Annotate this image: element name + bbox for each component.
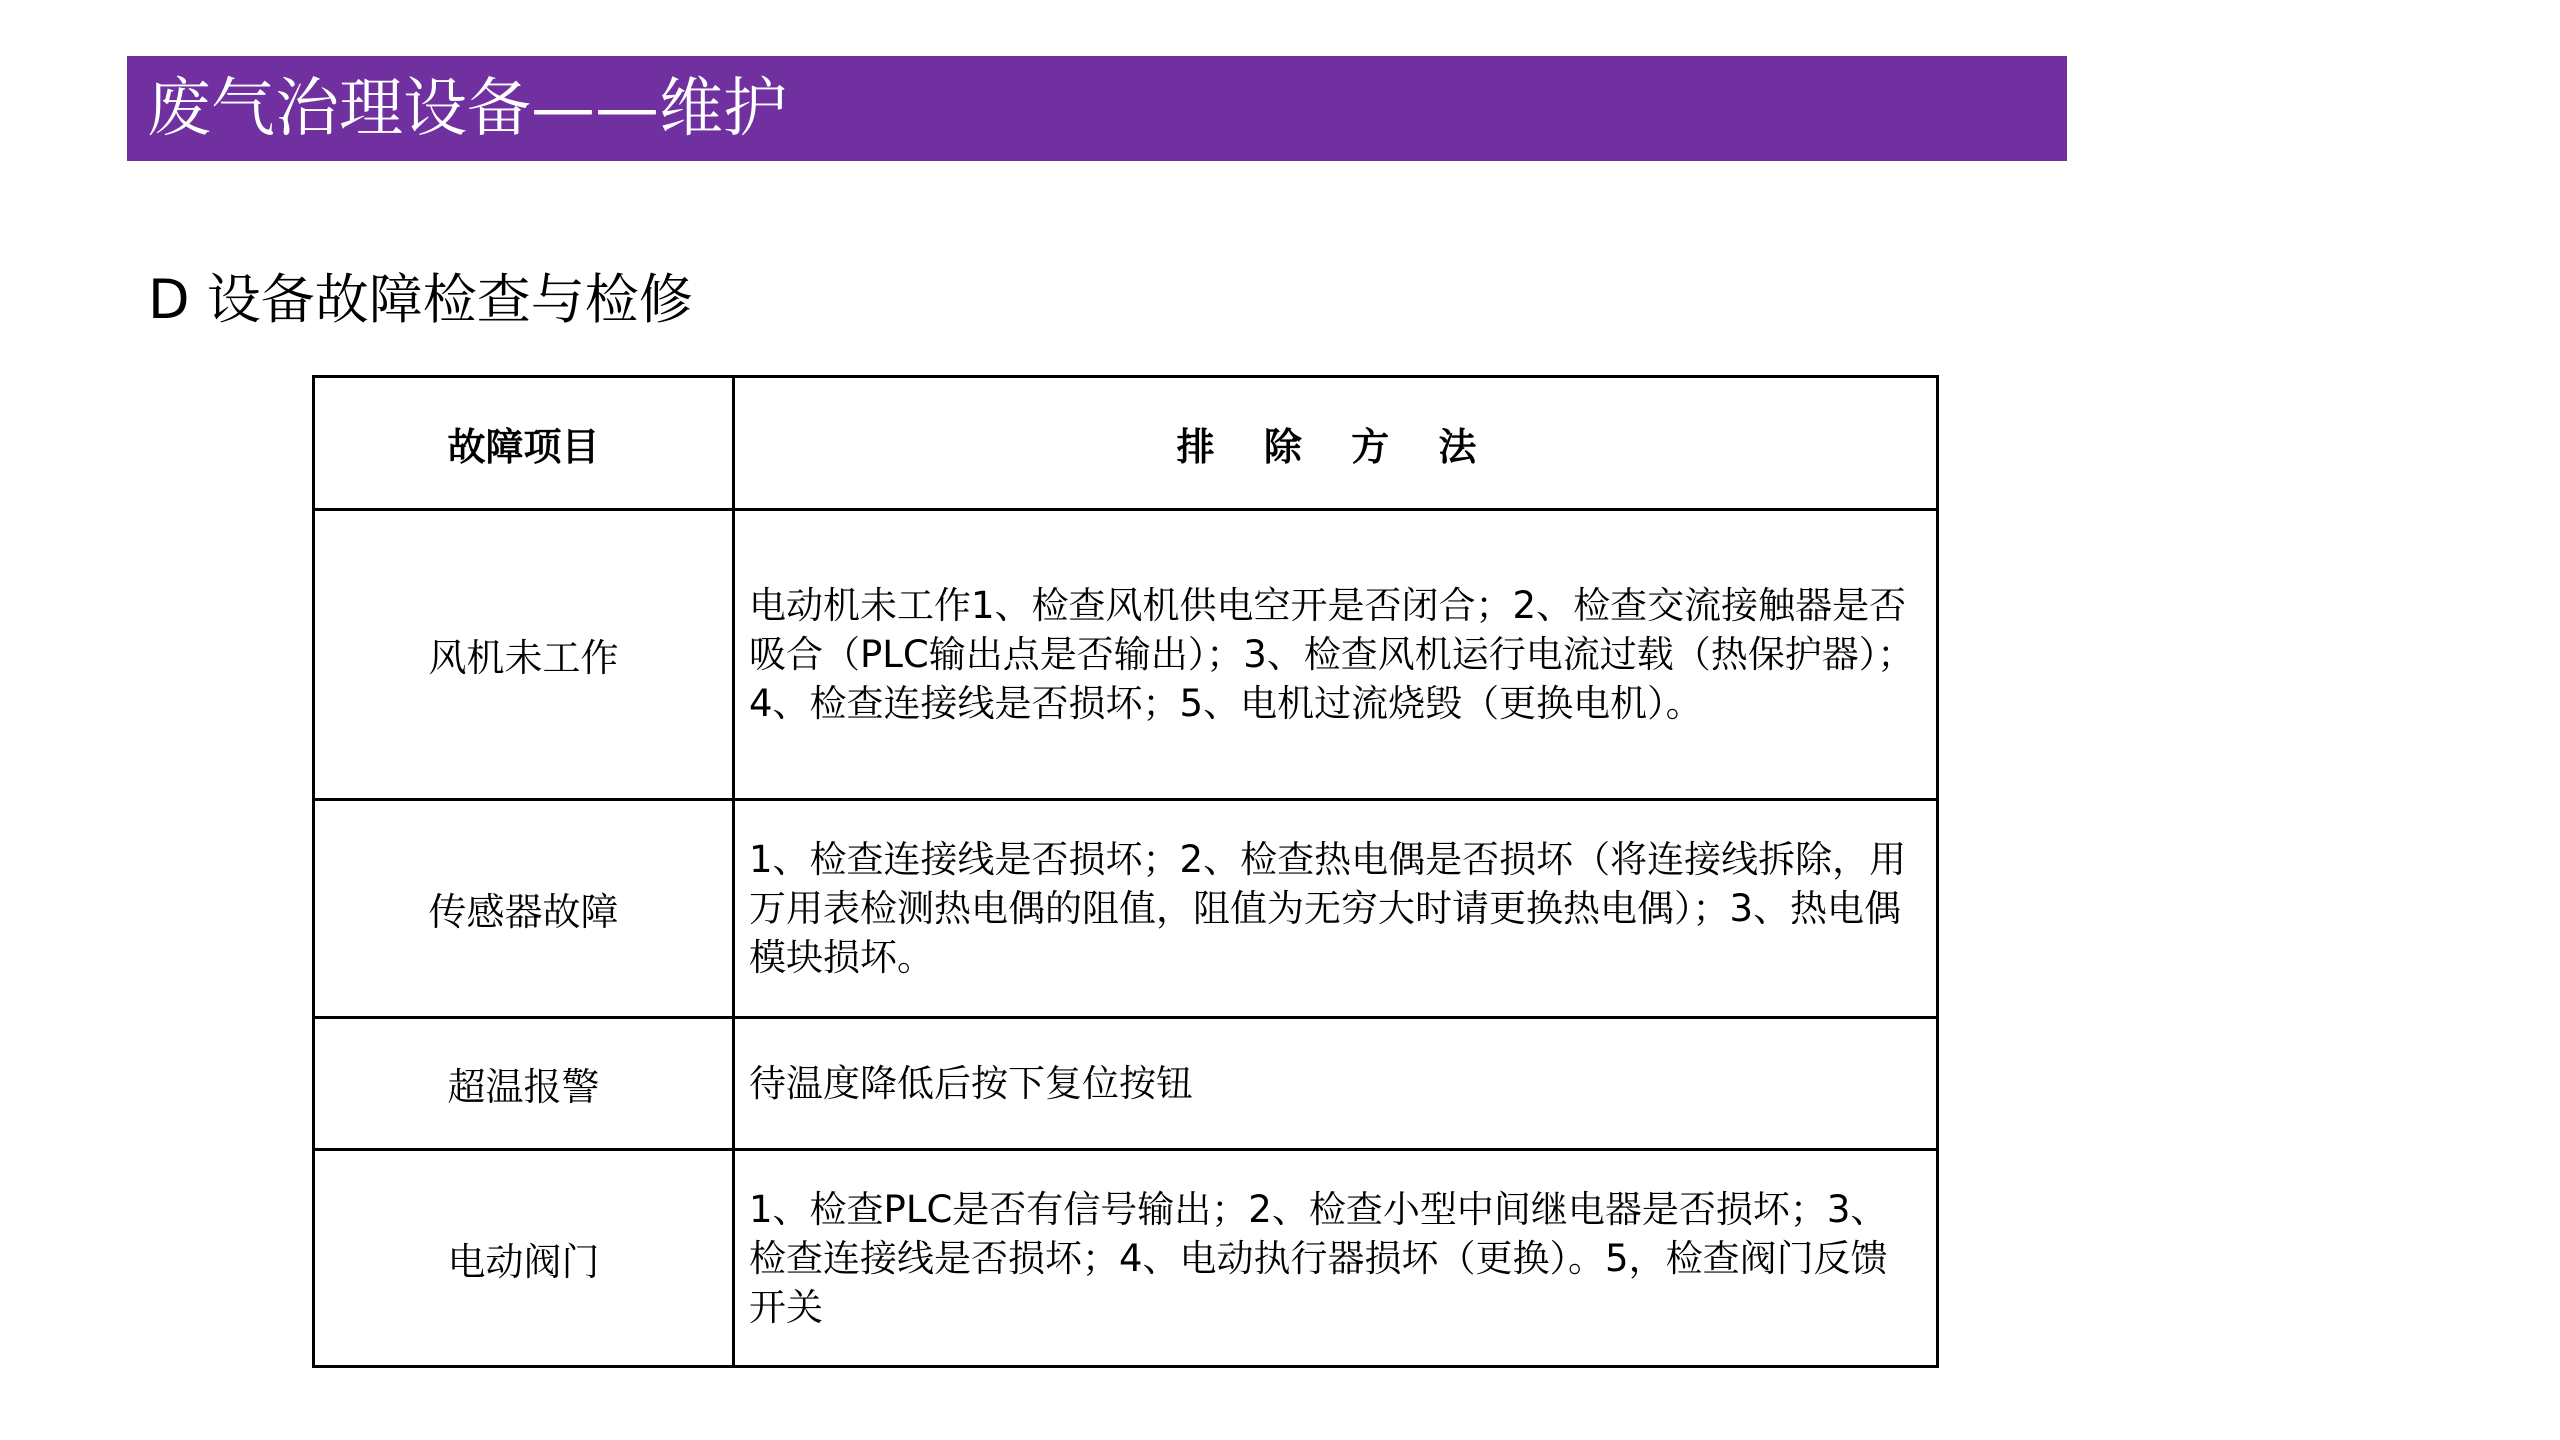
column-header-method: 排 除 方 法: [734, 377, 1938, 510]
fault-table: [312, 375, 1939, 1368]
method-cell: 1、检查PLC是否有信号输出；2、检查小型中间继电器是否损坏；3、检查连接线是否损坏；4、电动执行器损坏（更换）。5，检查阀门反馈开关: [734, 1150, 1938, 1367]
section-heading: D 设备故障检查与检修: [148, 268, 693, 331]
fault-item-cell: 电动阀门: [314, 1150, 734, 1367]
fault-item-cell: 传感器故障: [314, 800, 734, 1018]
fault-item-cell: 超温报警: [314, 1018, 734, 1150]
page-title: 废气治理设备——维护: [147, 71, 787, 146]
table-row: [314, 510, 1938, 800]
method-cell: 1、检查连接线是否损坏；2、检查热电偶是否损坏（将连接线拆除，用万用表检测热电偶的阻值，阻值为无穷大时请更换热电偶）；3、热电偶模块损坏。: [734, 800, 1938, 1018]
fault-item-cell: 风机未工作: [314, 510, 734, 800]
table-row: [314, 800, 1938, 1018]
table-row: [314, 1150, 1938, 1367]
header-bar: [127, 56, 2067, 161]
method-cell: 待温度降低后按下复位按钮: [734, 1018, 1938, 1150]
method-cell: 电动机未工作1、检查风机供电空开是否闭合；2、检查交流接触器是否吸合（PLC输出点是否输出）；3、检查风机运行电流过载（热保护器）；4、检查连接线是否损坏；5、电机过流烧毁（更换电机）。: [734, 510, 1938, 800]
column-header-fault-item: 故障项目: [314, 377, 734, 510]
table-row: [314, 1018, 1938, 1150]
table-header-row: [314, 377, 1938, 510]
